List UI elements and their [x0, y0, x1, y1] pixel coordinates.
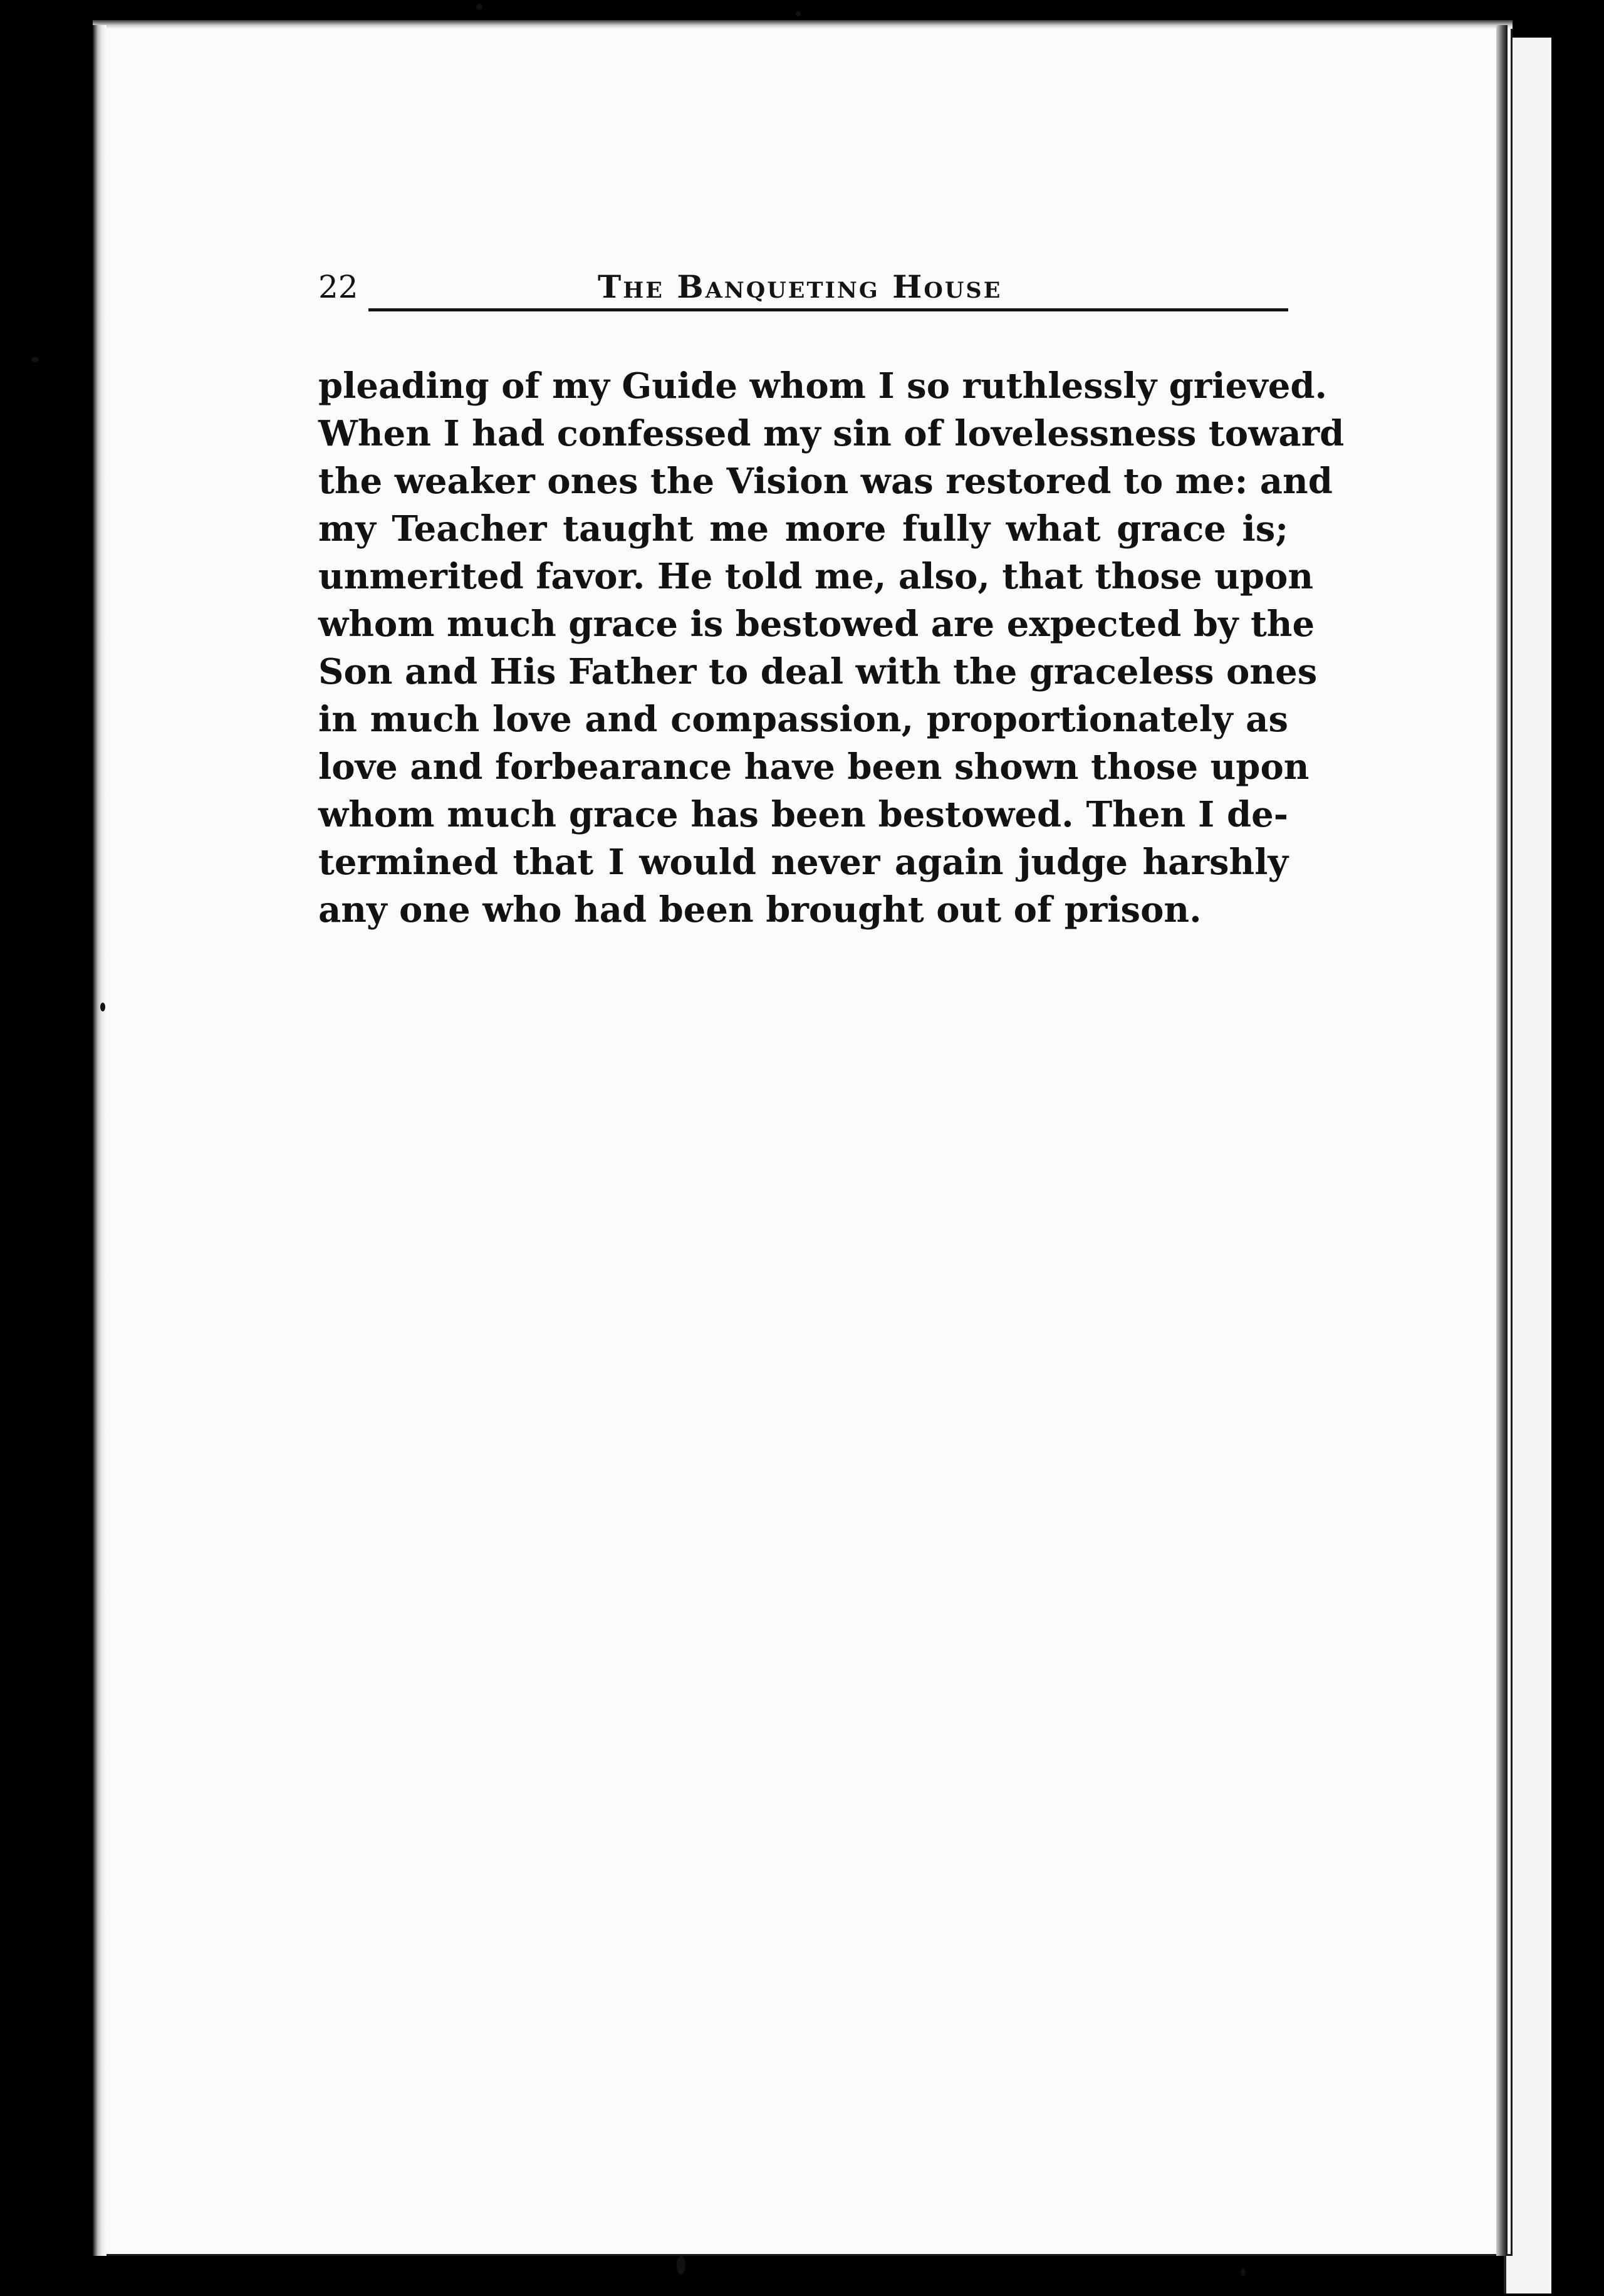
scan-speck	[677, 2256, 685, 2275]
page-header	[318, 266, 1288, 310]
page-number: 22	[318, 269, 358, 305]
header-rule	[368, 308, 1288, 311]
text-line: love and forbearance have been shown those upon	[318, 746, 1310, 788]
page-top-edge	[93, 20, 1513, 29]
text-line: Son and His Father to deal with the graceless ones	[318, 651, 1318, 692]
text-line: whom much grace is bestowed are expected by the	[318, 603, 1315, 645]
text-line: termined that I would never again judge harshly	[318, 842, 1288, 883]
scan-speck	[100, 1003, 105, 1011]
scan-speck	[31, 357, 39, 362]
body-paragraph	[318, 362, 1345, 934]
page-left-edge	[93, 25, 107, 2256]
text-line: in much love and compassion, proportionately as	[318, 699, 1288, 740]
text-line: When I had confessed my sin of lovelessness toward	[318, 413, 1345, 454]
scan-speck	[796, 11, 801, 16]
text-line: any one who had been brought out of prison.	[318, 889, 1202, 931]
book-page	[93, 25, 1513, 2256]
text-line: whom much grace has been bestowed. Then I de-	[318, 794, 1288, 835]
scan-speck	[476, 4, 482, 10]
text-line: the weaker ones the Vision was restored to me: and	[318, 461, 1333, 502]
book-gutter	[1496, 25, 1508, 2256]
running-head: The Banqueting House	[598, 268, 1002, 305]
scan-speck	[1241, 2268, 1246, 2276]
text-line: my Teacher taught me more fully what grace is;	[318, 508, 1288, 550]
text-line: unmerited favor. He told me, also, that those upon	[318, 556, 1314, 597]
text-line: pleading of my Guide whom I so ruthlessly grieved.	[318, 365, 1327, 407]
